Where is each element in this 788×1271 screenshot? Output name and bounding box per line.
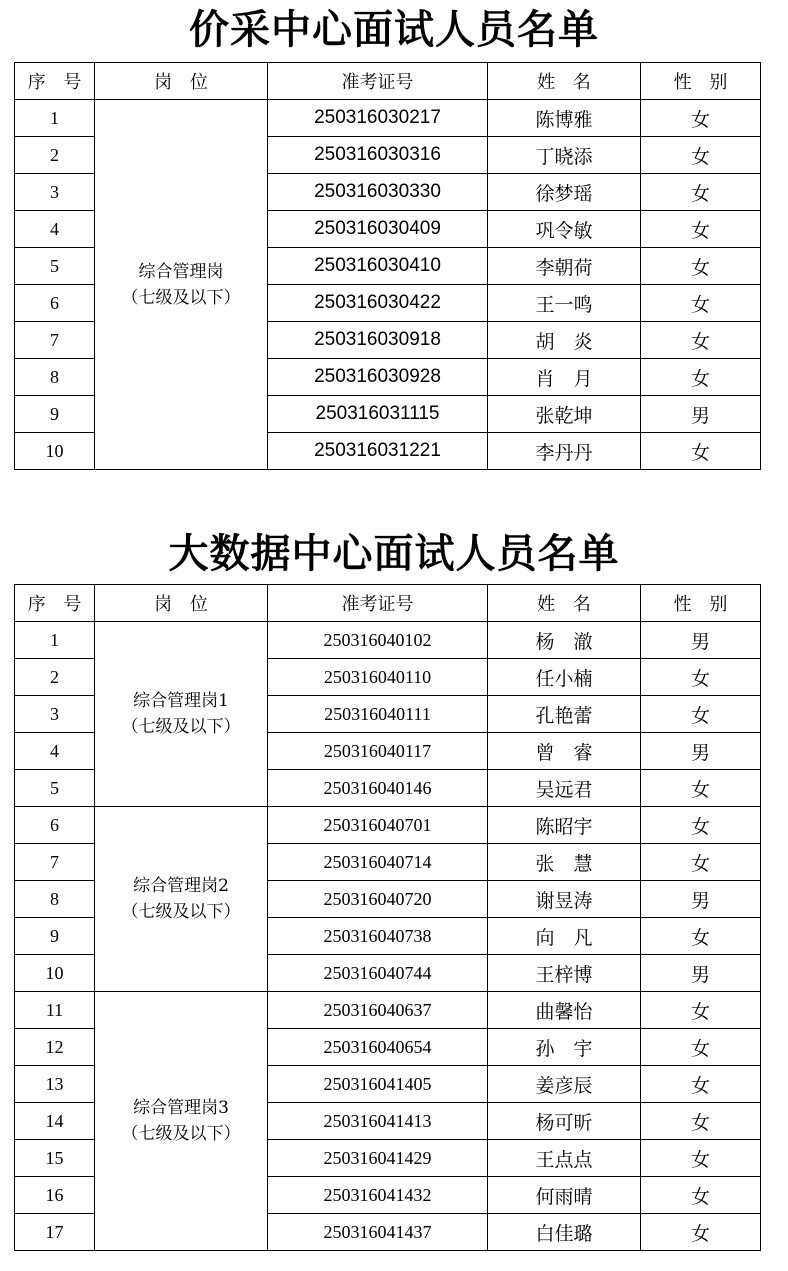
gender-cell: 女: [641, 285, 761, 322]
exam-number-cell: 250316030410: [268, 248, 488, 285]
exam-number-cell: 250316031115: [268, 396, 488, 433]
gender-cell: 男: [641, 622, 761, 659]
name-cell: 巩令敏: [488, 211, 641, 248]
gender-cell: 女: [641, 359, 761, 396]
header-exam-no: 准考证号: [268, 63, 488, 100]
name-cell: 孔艳蕾: [488, 696, 641, 733]
exam-number-cell: 250316030217: [268, 100, 488, 137]
seq-cell: 4: [15, 211, 95, 248]
seq-cell: 7: [15, 322, 95, 359]
header-gender: 性 别: [641, 585, 761, 622]
gender-cell: 女: [641, 174, 761, 211]
gender-cell: 女: [641, 322, 761, 359]
gender-cell: 女: [641, 137, 761, 174]
post-cell: [95, 992, 268, 1251]
seq-cell: 5: [15, 248, 95, 285]
exam-number-cell: 250316040110: [268, 659, 488, 696]
seq-cell: 13: [15, 1066, 95, 1103]
section-title: 大数据中心面试人员名单: [168, 530, 620, 577]
table-row: [15, 100, 761, 137]
header-exam-no: 准考证号: [268, 585, 488, 622]
post-cell: [95, 807, 268, 992]
exam-number-cell: 250316030409: [268, 211, 488, 248]
seq-cell: 10: [15, 955, 95, 992]
interview-table: [14, 584, 761, 1251]
name-cell: 曲馨怡: [488, 992, 641, 1029]
name-cell: 孙 宇: [488, 1029, 641, 1066]
seq-cell: 1: [15, 622, 95, 659]
gender-cell: 女: [641, 992, 761, 1029]
table-row: [15, 992, 761, 1029]
name-cell: 吴远君: [488, 770, 641, 807]
exam-number-cell: 250316040102: [268, 622, 488, 659]
name-cell: 白佳璐: [488, 1214, 641, 1251]
seq-cell: 6: [15, 285, 95, 322]
gender-cell: 女: [641, 1214, 761, 1251]
exam-number-cell: 250316030928: [268, 359, 488, 396]
name-cell: 何雨晴: [488, 1177, 641, 1214]
name-cell: 王一鸣: [488, 285, 641, 322]
gender-cell: 女: [641, 1177, 761, 1214]
name-cell: 曾 睿: [488, 733, 641, 770]
exam-number-cell: 250316040146: [268, 770, 488, 807]
gender-cell: 男: [641, 955, 761, 992]
name-cell: 王点点: [488, 1140, 641, 1177]
table-row: [15, 807, 761, 844]
post-level: （七级及以下）: [121, 287, 241, 308]
seq-cell: 14: [15, 1103, 95, 1140]
name-cell: 肖 月: [488, 359, 641, 396]
name-cell: 陈昭宇: [488, 807, 641, 844]
seq-cell: 16: [15, 1177, 95, 1214]
gender-cell: 女: [641, 770, 761, 807]
name-cell: 王梓博: [488, 955, 641, 992]
seq-cell: 12: [15, 1029, 95, 1066]
name-cell: 张乾坤: [488, 396, 641, 433]
seq-cell: 1: [15, 100, 95, 137]
seq-cell: 2: [15, 137, 95, 174]
seq-cell: 17: [15, 1214, 95, 1251]
exam-number-cell: 250316040714: [268, 844, 488, 881]
gender-cell: 男: [641, 881, 761, 918]
seq-cell: 2: [15, 659, 95, 696]
gender-cell: 女: [641, 844, 761, 881]
exam-number-cell: 250316031221: [268, 433, 488, 470]
table-row: [15, 622, 761, 659]
exam-number-cell: 250316030422: [268, 285, 488, 322]
gender-cell: 女: [641, 1029, 761, 1066]
post-title: 综合管理岗3: [133, 1098, 229, 1118]
exam-number-cell: 250316040117: [268, 733, 488, 770]
exam-number-cell: 250316041405: [268, 1066, 488, 1103]
exam-number-cell: 250316040654: [268, 1029, 488, 1066]
seq-cell: 10: [15, 433, 95, 470]
name-cell: 李丹丹: [488, 433, 641, 470]
exam-number-cell: 250316040637: [268, 992, 488, 1029]
name-cell: 杨 澈: [488, 622, 641, 659]
seq-cell: 8: [15, 881, 95, 918]
name-cell: 丁晓添: [488, 137, 641, 174]
gender-cell: 女: [641, 807, 761, 844]
name-cell: 向 凡: [488, 918, 641, 955]
post-title: 综合管理岗2: [133, 876, 229, 896]
exam-number-cell: 250316041437: [268, 1214, 488, 1251]
seq-cell: 9: [15, 396, 95, 433]
seq-cell: 15: [15, 1140, 95, 1177]
seq-cell: 6: [15, 807, 95, 844]
header-name: 姓 名: [488, 585, 641, 622]
name-cell: 胡 炎: [488, 322, 641, 359]
exam-number-cell: 250316041432: [268, 1177, 488, 1214]
table-header: [15, 63, 761, 100]
header-seq: 序 号: [15, 585, 95, 622]
seq-cell: 3: [15, 696, 95, 733]
gender-cell: 女: [641, 433, 761, 470]
gender-cell: 女: [641, 918, 761, 955]
interview-table: [14, 62, 761, 470]
seq-cell: 3: [15, 174, 95, 211]
exam-number-cell: 250316030316: [268, 137, 488, 174]
seq-cell: 8: [15, 359, 95, 396]
post-level: （七级及以下）: [121, 1124, 241, 1144]
gender-cell: 女: [641, 659, 761, 696]
gender-cell: 女: [641, 100, 761, 137]
name-cell: 张 慧: [488, 844, 641, 881]
name-cell: 杨可昕: [488, 1103, 641, 1140]
gender-cell: 女: [641, 248, 761, 285]
name-cell: 谢昱涛: [488, 881, 641, 918]
name-cell: 李朝荷: [488, 248, 641, 285]
exam-number-cell: 250316040738: [268, 918, 488, 955]
name-cell: 任小楠: [488, 659, 641, 696]
post-cell: [95, 100, 268, 470]
exam-number-cell: 250316041429: [268, 1140, 488, 1177]
exam-number-cell: 250316040701: [268, 807, 488, 844]
exam-number-cell: 250316030918: [268, 322, 488, 359]
exam-number-cell: 250316040111: [268, 696, 488, 733]
gender-cell: 女: [641, 211, 761, 248]
gender-cell: 女: [641, 1140, 761, 1177]
header-seq: 序 号: [15, 63, 95, 100]
exam-number-cell: 250316040744: [268, 955, 488, 992]
name-cell: 陈博雅: [488, 100, 641, 137]
post-title: 综合管理岗: [138, 261, 224, 282]
seq-cell: 5: [15, 770, 95, 807]
post-title: 综合管理岗1: [133, 691, 229, 711]
post-level: （七级及以下）: [121, 717, 241, 737]
name-cell: 姜彦辰: [488, 1066, 641, 1103]
exam-number-cell: 250316040720: [268, 881, 488, 918]
header-post: 岗 位: [95, 585, 268, 622]
gender-cell: 女: [641, 1066, 761, 1103]
section-title: 价采中心面试人员名单: [189, 6, 599, 53]
post-cell: [95, 622, 268, 807]
header-post: 岗 位: [95, 63, 268, 100]
header-name: 姓 名: [488, 63, 641, 100]
seq-cell: 4: [15, 733, 95, 770]
gender-cell: 男: [641, 733, 761, 770]
post-level: （七级及以下）: [121, 902, 241, 922]
gender-cell: 女: [641, 696, 761, 733]
seq-cell: 9: [15, 918, 95, 955]
exam-number-cell: 250316041413: [268, 1103, 488, 1140]
header-gender: 性 别: [641, 63, 761, 100]
name-cell: 徐梦瑶: [488, 174, 641, 211]
gender-cell: 男: [641, 396, 761, 433]
table-header: [15, 585, 761, 622]
seq-cell: 7: [15, 844, 95, 881]
seq-cell: 11: [15, 992, 95, 1029]
gender-cell: 女: [641, 1103, 761, 1140]
exam-number-cell: 250316030330: [268, 174, 488, 211]
